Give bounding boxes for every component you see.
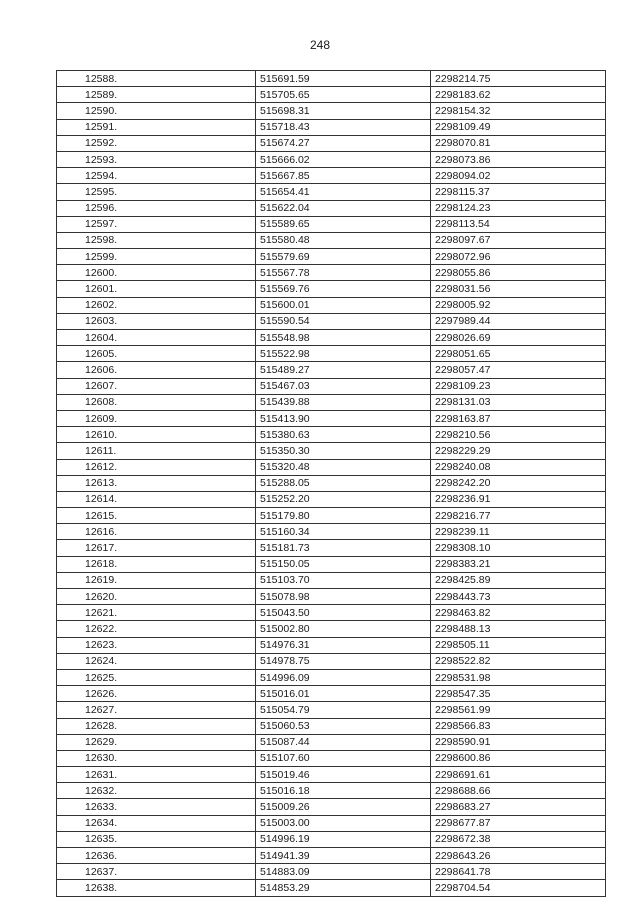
table-row [57,313,606,329]
y-coordinate-cell: 2298109.49 [431,119,606,135]
point-number-cell: 12627. [57,702,256,718]
x-coordinate-cell: 515107.60 [256,750,431,766]
table-row [57,848,606,864]
point-number-cell: 12621. [57,605,256,621]
table-row [57,540,606,556]
x-coordinate-cell: 515522.98 [256,346,431,362]
table-row [57,394,606,410]
y-coordinate-cell: 2298566.83 [431,718,606,734]
point-number-cell: 12591. [57,119,256,135]
table-row [57,249,606,265]
table-row [57,216,606,232]
table-row [57,686,606,702]
point-number-cell: 12594. [57,168,256,184]
x-coordinate-cell: 515016.18 [256,783,431,799]
table-row [57,831,606,847]
y-coordinate-cell: 2298109.23 [431,378,606,394]
table-row [57,71,606,87]
y-coordinate-cell: 2298239.11 [431,524,606,540]
x-coordinate-cell: 515569.76 [256,281,431,297]
x-coordinate-cell: 515009.26 [256,799,431,815]
y-coordinate-cell: 2298641.78 [431,864,606,880]
y-coordinate-cell: 2298097.67 [431,232,606,248]
point-number-cell: 12604. [57,330,256,346]
x-coordinate-cell: 515288.05 [256,475,431,491]
x-coordinate-cell: 514883.09 [256,864,431,880]
table-row [57,734,606,750]
y-coordinate-cell: 2297989.44 [431,313,606,329]
x-coordinate-cell: 515579.69 [256,249,431,265]
point-number-cell: 12629. [57,734,256,750]
point-number-cell: 12605. [57,346,256,362]
point-number-cell: 12590. [57,103,256,119]
y-coordinate-cell: 2298561.99 [431,702,606,718]
y-coordinate-cell: 2298463.82 [431,605,606,621]
y-coordinate-cell: 2298590.91 [431,734,606,750]
point-number-cell: 12617. [57,540,256,556]
table-row [57,330,606,346]
y-coordinate-cell: 2298425.89 [431,572,606,588]
point-number-cell: 12614. [57,491,256,507]
point-number-cell: 12626. [57,686,256,702]
table-row [57,880,606,896]
y-coordinate-cell: 2298704.54 [431,880,606,896]
point-number-cell: 12592. [57,135,256,151]
point-number-cell: 12602. [57,297,256,313]
x-coordinate-cell: 514853.29 [256,880,431,896]
x-coordinate-cell: 515181.73 [256,540,431,556]
y-coordinate-cell: 2298057.47 [431,362,606,378]
point-number-cell: 12615. [57,508,256,524]
x-coordinate-cell: 515705.65 [256,87,431,103]
x-coordinate-cell: 514978.75 [256,653,431,669]
x-coordinate-cell: 514976.31 [256,637,431,653]
x-coordinate-cell: 515413.90 [256,410,431,426]
point-number-cell: 12599. [57,249,256,265]
y-coordinate-cell: 2298214.75 [431,71,606,87]
table-row [57,232,606,248]
y-coordinate-cell: 2298240.08 [431,459,606,475]
table-row [57,702,606,718]
x-coordinate-cell: 514996.09 [256,669,431,685]
x-coordinate-cell: 515666.02 [256,151,431,167]
table-row [57,589,606,605]
point-number-cell: 12597. [57,216,256,232]
table-row [57,491,606,507]
x-coordinate-cell: 515698.31 [256,103,431,119]
point-number-cell: 12600. [57,265,256,281]
point-number-cell: 12607. [57,378,256,394]
x-coordinate-cell: 515622.04 [256,200,431,216]
x-coordinate-cell: 515489.27 [256,362,431,378]
y-coordinate-cell: 2298242.20 [431,475,606,491]
point-number-cell: 12631. [57,767,256,783]
y-coordinate-cell: 2298070.81 [431,135,606,151]
y-coordinate-cell: 2298236.91 [431,491,606,507]
table-row [57,815,606,831]
table-row [57,297,606,313]
x-coordinate-cell: 515654.41 [256,184,431,200]
x-coordinate-cell: 515567.78 [256,265,431,281]
x-coordinate-cell: 514941.39 [256,848,431,864]
point-number-cell: 12623. [57,637,256,653]
x-coordinate-cell: 515087.44 [256,734,431,750]
table-row [57,378,606,394]
table-row [57,653,606,669]
table-row [57,443,606,459]
x-coordinate-cell: 515150.05 [256,556,431,572]
point-number-cell: 12633. [57,799,256,815]
table-row [57,767,606,783]
table-row [57,265,606,281]
y-coordinate-cell: 2298672.38 [431,831,606,847]
table-row [57,135,606,151]
y-coordinate-cell: 2298113.54 [431,216,606,232]
y-coordinate-cell: 2298505.11 [431,637,606,653]
y-coordinate-cell: 2298055.86 [431,265,606,281]
x-coordinate-cell: 515103.70 [256,572,431,588]
y-coordinate-cell: 2298031.56 [431,281,606,297]
table-row [57,346,606,362]
x-coordinate-cell: 515439.88 [256,394,431,410]
table-row [57,362,606,378]
point-number-cell: 12616. [57,524,256,540]
y-coordinate-cell: 2298547.35 [431,686,606,702]
point-number-cell: 12625. [57,669,256,685]
x-coordinate-cell: 515003.00 [256,815,431,831]
x-coordinate-cell: 515060.53 [256,718,431,734]
y-coordinate-cell: 2298443.73 [431,589,606,605]
coordinates-table-body [57,71,606,897]
x-coordinate-cell: 515589.65 [256,216,431,232]
table-row [57,200,606,216]
y-coordinate-cell: 2298488.13 [431,621,606,637]
y-coordinate-cell: 2298163.87 [431,410,606,426]
x-coordinate-cell: 515590.54 [256,313,431,329]
table-row [57,459,606,475]
point-number-cell: 12609. [57,410,256,426]
point-number-cell: 12622. [57,621,256,637]
table-row [57,151,606,167]
x-coordinate-cell: 515019.46 [256,767,431,783]
point-number-cell: 12635. [57,831,256,847]
point-number-cell: 12620. [57,589,256,605]
point-number-cell: 12613. [57,475,256,491]
x-coordinate-cell: 515718.43 [256,119,431,135]
y-coordinate-cell: 2298124.23 [431,200,606,216]
point-number-cell: 12598. [57,232,256,248]
page-number: 248 [309,38,331,52]
point-number-cell: 12593. [57,151,256,167]
y-coordinate-cell: 2298005.92 [431,297,606,313]
table-row [57,184,606,200]
point-number-cell: 12589. [57,87,256,103]
y-coordinate-cell: 2298600.86 [431,750,606,766]
table-row [57,508,606,524]
y-coordinate-cell: 2298154.32 [431,103,606,119]
x-coordinate-cell: 515467.03 [256,378,431,394]
point-number-cell: 12628. [57,718,256,734]
x-coordinate-cell: 515054.79 [256,702,431,718]
point-number-cell: 12606. [57,362,256,378]
table-row [57,168,606,184]
table-row [57,119,606,135]
x-coordinate-cell: 515320.48 [256,459,431,475]
y-coordinate-cell: 2298531.98 [431,669,606,685]
table-row [57,572,606,588]
point-number-cell: 12595. [57,184,256,200]
y-coordinate-cell: 2298683.27 [431,799,606,815]
y-coordinate-cell: 2298688.66 [431,783,606,799]
point-number-cell: 12632. [57,783,256,799]
y-coordinate-cell: 2298216.77 [431,508,606,524]
table-row [57,410,606,426]
point-number-cell: 12637. [57,864,256,880]
y-coordinate-cell: 2298026.69 [431,330,606,346]
x-coordinate-cell: 515580.48 [256,232,431,248]
point-number-cell: 12588. [57,71,256,87]
table-row [57,605,606,621]
y-coordinate-cell: 2298183.62 [431,87,606,103]
y-coordinate-cell: 2298210.56 [431,427,606,443]
x-coordinate-cell: 515002.80 [256,621,431,637]
y-coordinate-cell: 2298115.37 [431,184,606,200]
table-row [57,799,606,815]
point-number-cell: 12601. [57,281,256,297]
x-coordinate-cell: 515350.30 [256,443,431,459]
table-row [57,103,606,119]
x-coordinate-cell: 515600.01 [256,297,431,313]
coordinates-table [56,70,606,897]
point-number-cell: 12608. [57,394,256,410]
x-coordinate-cell: 515016.01 [256,686,431,702]
x-coordinate-cell: 515691.59 [256,71,431,87]
x-coordinate-cell: 515252.20 [256,491,431,507]
y-coordinate-cell: 2298072.96 [431,249,606,265]
point-number-cell: 12596. [57,200,256,216]
point-number-cell: 12612. [57,459,256,475]
y-coordinate-cell: 2298677.87 [431,815,606,831]
point-number-cell: 12603. [57,313,256,329]
point-number-cell: 12611. [57,443,256,459]
point-number-cell: 12634. [57,815,256,831]
x-coordinate-cell: 515160.34 [256,524,431,540]
x-coordinate-cell: 515043.50 [256,605,431,621]
table-row [57,864,606,880]
table-row [57,524,606,540]
table-row [57,750,606,766]
point-number-cell: 12624. [57,653,256,669]
x-coordinate-cell: 514996.19 [256,831,431,847]
table-row [57,427,606,443]
table-row [57,556,606,572]
y-coordinate-cell: 2298073.86 [431,151,606,167]
y-coordinate-cell: 2298131.03 [431,394,606,410]
y-coordinate-cell: 2298308.10 [431,540,606,556]
y-coordinate-cell: 2298643.26 [431,848,606,864]
point-number-cell: 12638. [57,880,256,896]
table-row [57,669,606,685]
point-number-cell: 12636. [57,848,256,864]
table-row [57,281,606,297]
table-row [57,621,606,637]
point-number-cell: 12619. [57,572,256,588]
x-coordinate-cell: 515078.98 [256,589,431,605]
table-row [57,87,606,103]
y-coordinate-cell: 2298094.02 [431,168,606,184]
point-number-cell: 12630. [57,750,256,766]
y-coordinate-cell: 2298691.61 [431,767,606,783]
y-coordinate-cell: 2298522.82 [431,653,606,669]
point-number-cell: 12618. [57,556,256,572]
x-coordinate-cell: 515380.63 [256,427,431,443]
y-coordinate-cell: 2298051.65 [431,346,606,362]
x-coordinate-cell: 515667.85 [256,168,431,184]
table-row [57,783,606,799]
x-coordinate-cell: 515179.80 [256,508,431,524]
table-row [57,637,606,653]
table-row [57,718,606,734]
x-coordinate-cell: 515674.27 [256,135,431,151]
y-coordinate-cell: 2298229.29 [431,443,606,459]
table-row [57,475,606,491]
x-coordinate-cell: 515548.98 [256,330,431,346]
point-number-cell: 12610. [57,427,256,443]
y-coordinate-cell: 2298383.21 [431,556,606,572]
